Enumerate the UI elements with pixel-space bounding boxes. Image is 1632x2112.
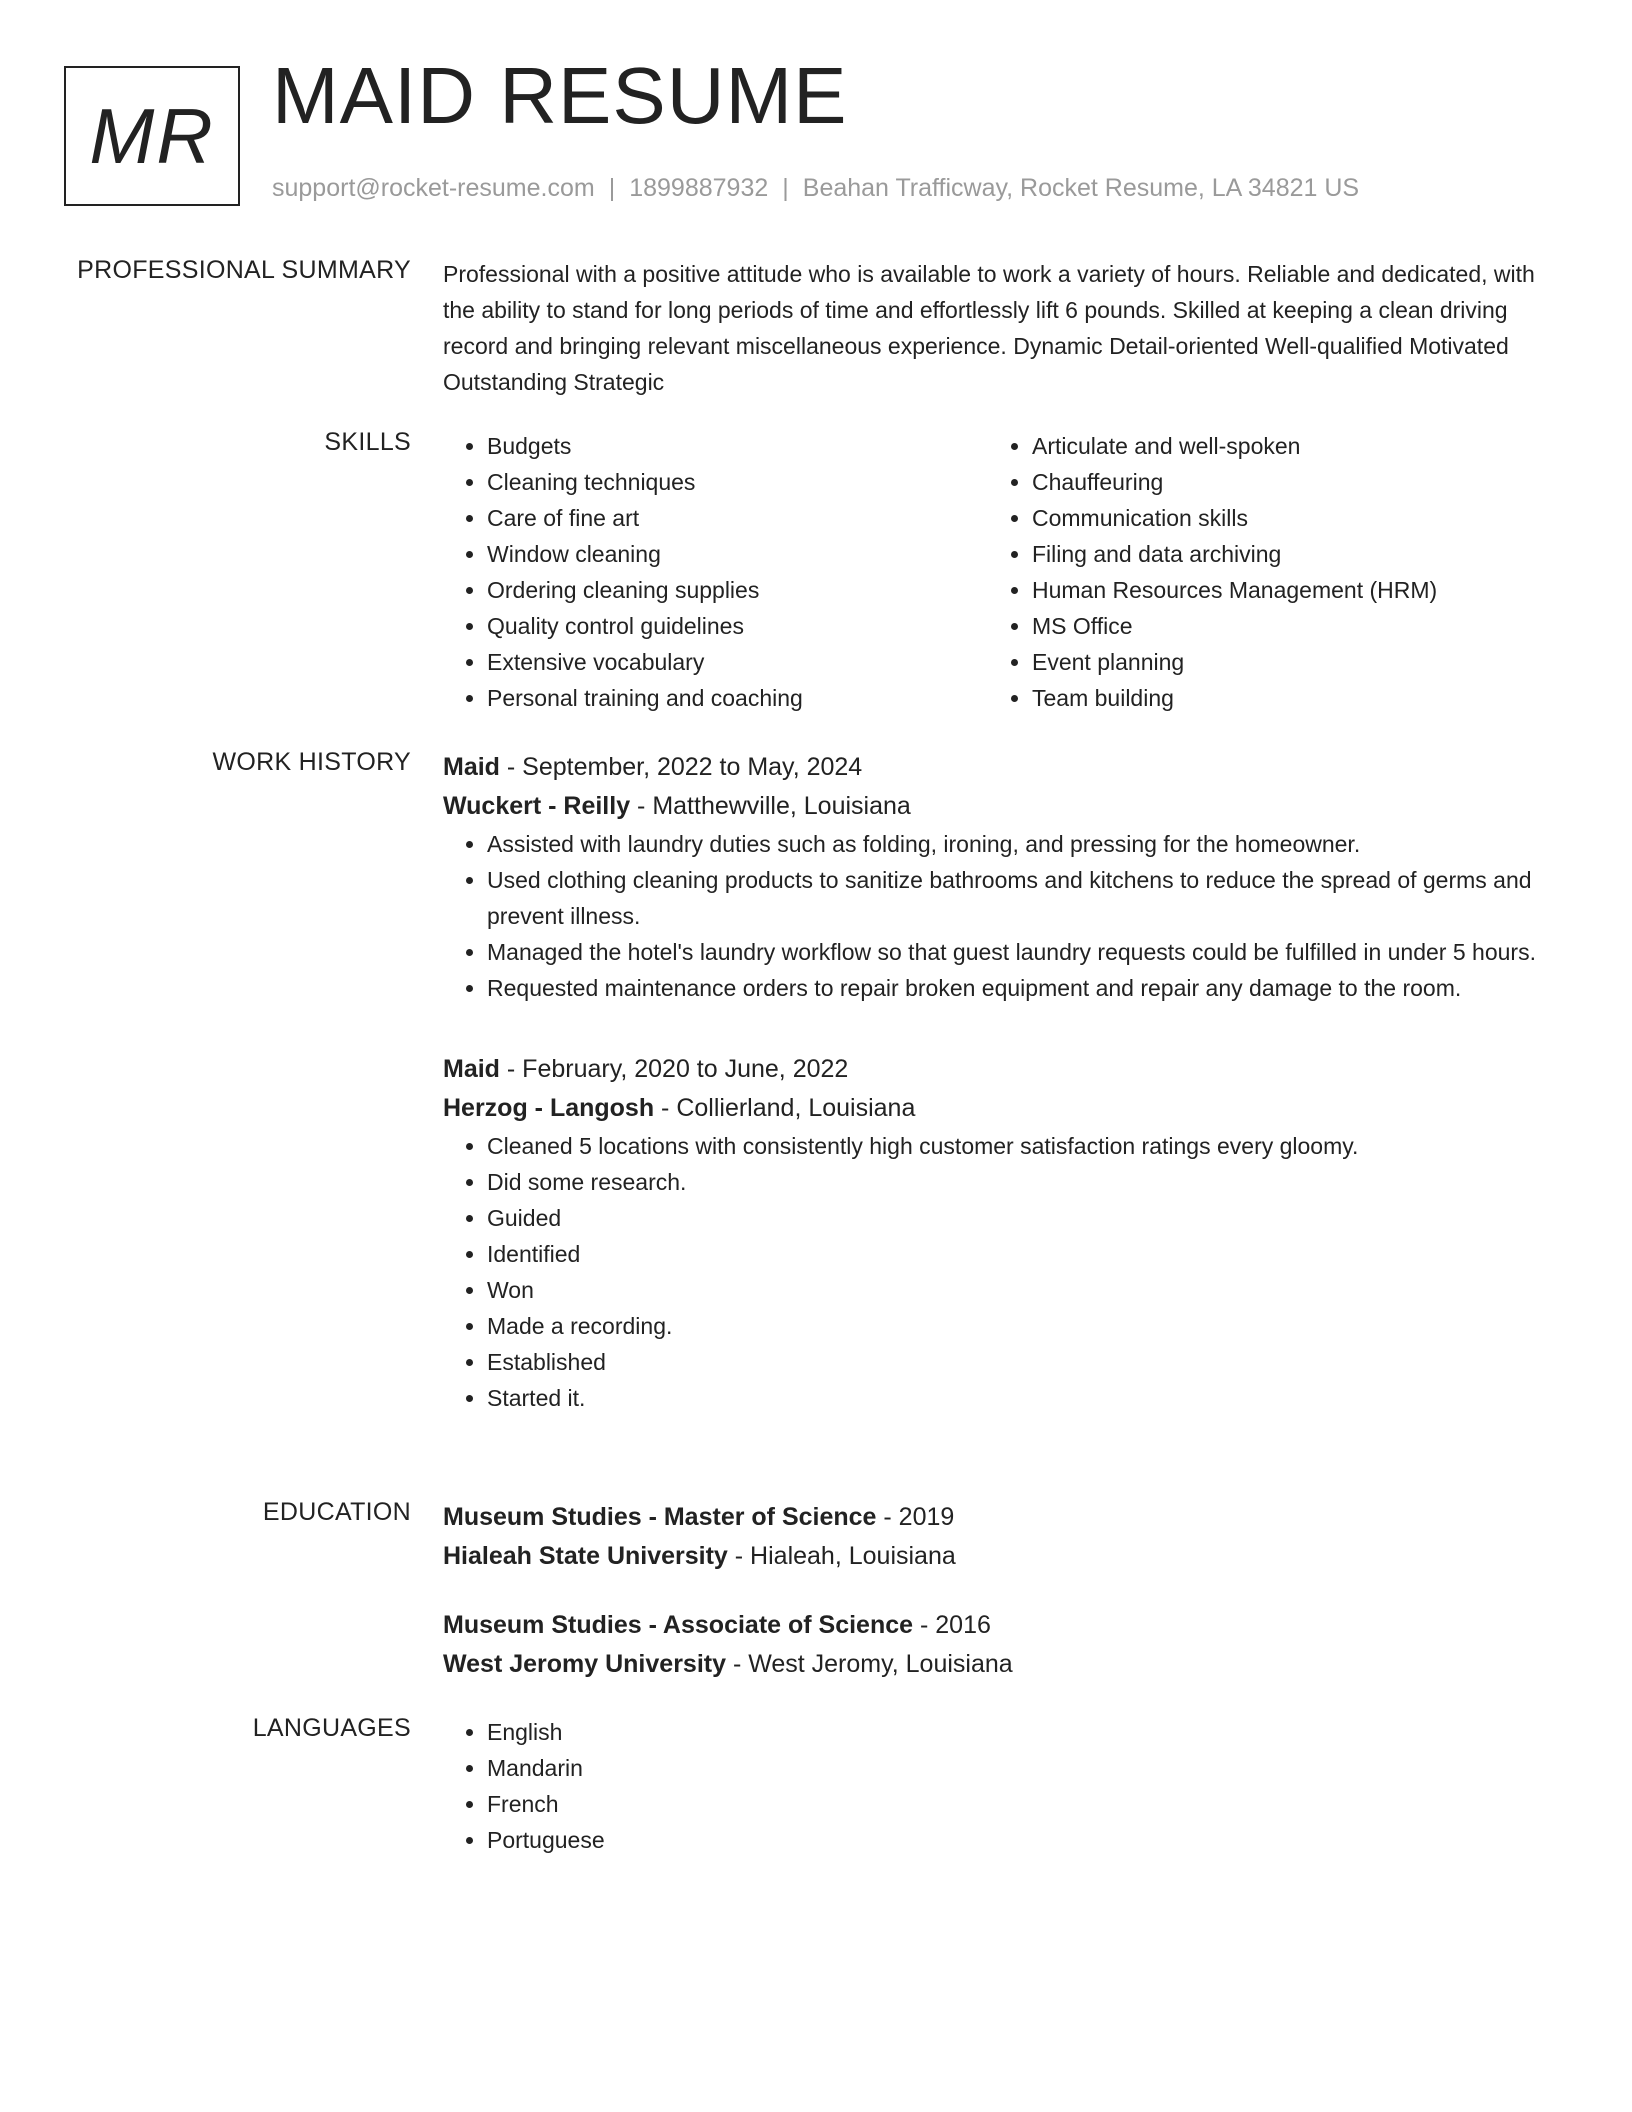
skill-item: • Extensive vocabulary (487, 644, 988, 680)
contact-separator: | (608, 174, 616, 202)
job-entry (443, 1050, 1553, 1416)
job-company-line (443, 787, 1553, 826)
skill-item: • Care of fine art (487, 500, 988, 536)
job-dates: - February, 2020 to June, 2022 (499, 1055, 849, 1083)
language-item: • Mandarin (487, 1750, 1553, 1786)
skill-item: • Articulate and well-spoken (1032, 428, 1533, 464)
skill-item: • Chauffeuring (1032, 464, 1533, 500)
skill-item: • Team building (1032, 680, 1533, 716)
education-year: - 2019 (876, 1503, 955, 1531)
education-degree-line (443, 1606, 1553, 1645)
education-heading: EDUCATION (262, 1498, 411, 1526)
education-location: - Hialeah, Louisiana (727, 1542, 956, 1570)
job-company: Wuckert - Reilly (443, 792, 631, 820)
job-entry (443, 748, 1553, 1006)
job-role: Maid (443, 753, 500, 781)
summary-body (443, 256, 1553, 400)
skills-body (443, 428, 1553, 716)
job-title-line (443, 748, 1553, 787)
job-location: - Matthewville, Louisiana (630, 792, 911, 820)
skill-item: • Event planning (1032, 644, 1533, 680)
skill-item: • Window cleaning (487, 536, 988, 572)
contact-address: Beahan Trafficway, Rocket Resume, LA 34821 US (802, 174, 1360, 202)
languages-list (443, 1714, 1553, 1858)
job-duty: • Requested maintenance orders to repair broken equipment and repair any damage to the room. (487, 970, 1553, 1006)
job-duty: • Assisted with laundry duties such as folding, ironing, and pressing for the homeowner. (487, 826, 1553, 862)
job-company: Herzog - Langosh (443, 1094, 655, 1122)
education-school-line (443, 1645, 1553, 1684)
skills-grid (443, 428, 1553, 716)
language-item: • English (487, 1714, 1553, 1750)
education-entry (443, 1606, 1553, 1684)
education-degree-line (443, 1498, 1553, 1537)
skill-item: • Quality control guidelines (487, 608, 988, 644)
education-school: West Jeromy University (443, 1650, 726, 1678)
job-duty: • Managed the hotel's laundry workflow so that guest laundry requests could be fulfilled in under 5 hours. (487, 934, 1553, 970)
education-year: - 2016 (913, 1611, 991, 1639)
job-duty: • Guided (487, 1200, 1553, 1236)
languages-heading: LANGUAGES (252, 1714, 411, 1742)
summary-heading: PROFESSIONAL SUMMARY (77, 256, 411, 284)
skill-item: • Cleaning techniques (487, 464, 988, 500)
skill-item: • Budgets (487, 428, 988, 464)
work-history-body (443, 748, 1553, 1460)
contact-email: support@rocket-resume.com (272, 174, 595, 202)
summary-text: Professional with a positive attitude who is available to work a variety of hours. Reliable and dedicated, with the ability to stand for long periods of time and effortlessly lift 6 pounds. Skilled at keeping a clean driving record and bringing relevant miscellaneous experience. Dynamic Detail-oriented Well-qualified Motivated Outstanding Strategic (443, 261, 1535, 395)
skill-item: • Filing and data archiving (1032, 536, 1533, 572)
job-duties (443, 826, 1553, 1006)
language-item: • French (487, 1786, 1553, 1822)
education-degree: Museum Studies - Master of Science (443, 1503, 877, 1531)
monogram-initials: MR (89, 91, 215, 180)
education-school: Hialeah State University (443, 1542, 728, 1570)
languages-body (443, 1714, 1553, 1858)
job-duty: • Cleaned 5 locations with consistently high customer satisfaction ratings every gloomy. (487, 1128, 1553, 1164)
job-title-line (443, 1050, 1553, 1089)
contact-line (272, 174, 1359, 203)
job-duty: • Did some research. (487, 1164, 1553, 1200)
monogram-box (64, 66, 240, 206)
education-location: - West Jeromy, Louisiana (726, 1650, 1013, 1678)
job-duty: • Established (487, 1344, 1553, 1380)
language-item: • Portuguese (487, 1822, 1553, 1858)
skill-item: • MS Office (1032, 608, 1533, 644)
skill-item: • Human Resources Management (HRM) (1032, 572, 1533, 608)
job-company-line (443, 1089, 1553, 1128)
skill-item: • Personal training and coaching (487, 680, 988, 716)
skill-item: • Communication skills (1032, 500, 1533, 536)
contact-phone: 1899887932 (629, 174, 769, 202)
job-duty: • Used clothing cleaning products to sanitize bathrooms and kitchens to reduce the spread of germs and prevent illness. (487, 862, 1553, 934)
skill-item: • Ordering cleaning supplies (487, 572, 988, 608)
education-body (443, 1498, 1553, 1714)
skills-column-left (443, 428, 988, 716)
job-duty: • Identified (487, 1236, 1553, 1272)
job-dates: - September, 2022 to May, 2024 (499, 753, 863, 781)
education-degree: Museum Studies - Associate of Science (443, 1611, 914, 1639)
education-entry (443, 1498, 1553, 1576)
education-school-line (443, 1537, 1553, 1576)
work-history-heading: WORK HISTORY (212, 748, 411, 776)
job-role: Maid (443, 1055, 500, 1083)
job-duties (443, 1128, 1553, 1416)
contact-separator: | (782, 174, 789, 202)
resume-title: MAID RESUME (272, 51, 848, 140)
job-duty: • Made a recording. (487, 1308, 1553, 1344)
job-duty: • Started it. (487, 1380, 1553, 1416)
job-duty: • Won (487, 1272, 1553, 1308)
skills-heading: SKILLS (324, 428, 411, 456)
job-location: - Collierland, Louisiana (654, 1094, 916, 1122)
skills-column-right (988, 428, 1533, 716)
